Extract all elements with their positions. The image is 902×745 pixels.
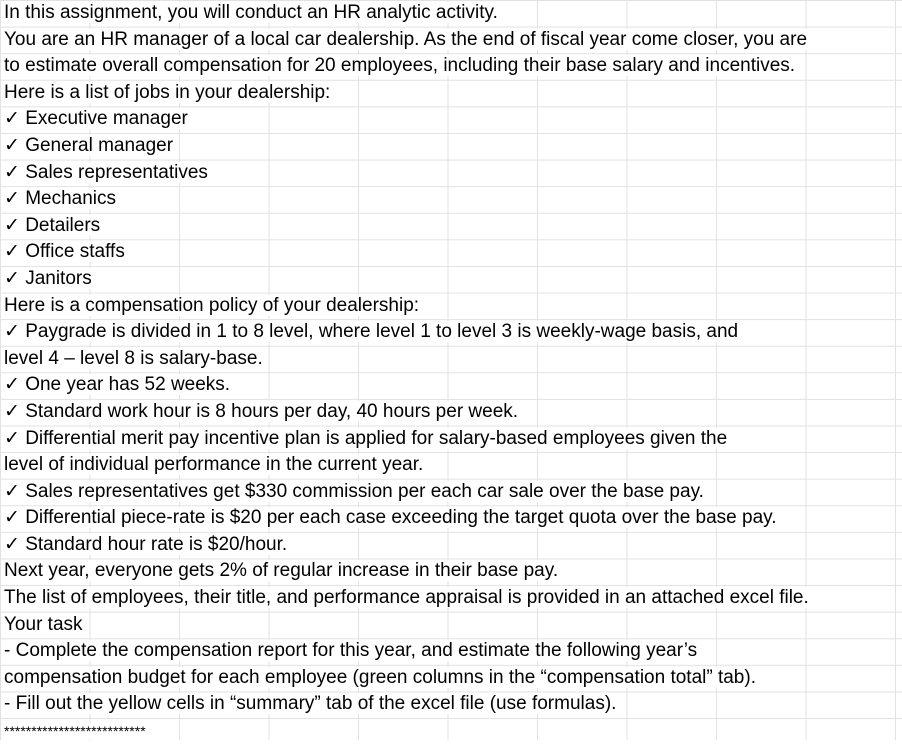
cell-row-18[interactable]: level of individual performance in the current year. — [4, 454, 424, 476]
cell-row-13[interactable]: ✓ Paygrade is divided in 1 to 8 level, where level 1 to level 3 is weekly-wage basis, and — [4, 321, 739, 343]
cell-row-20[interactable]: ✓ Differential piece-rate is $20 per each case exceeding the target quota over the base pay. — [4, 507, 777, 529]
cell-row-22[interactable]: Next year, everyone gets 2% of regular increase in their base pay. — [4, 560, 559, 582]
cell-row-8[interactable]: ✓ Mechanics — [4, 188, 117, 210]
cell-row-17[interactable]: ✓ Differential merit pay incentive plan is applied for salary-based employees given the — [4, 427, 728, 449]
cell-row-28[interactable]: ************************** — [4, 723, 146, 740]
cell-row-7[interactable]: ✓ Sales representatives — [4, 161, 208, 183]
cell-row-2[interactable]: You are an HR manager of a local car dealership. As the end of fiscal year come closer, you are — [4, 28, 808, 50]
cell-row-9[interactable]: ✓ Detailers — [4, 214, 101, 236]
cell-row-26[interactable]: compensation budget for each employee (green columns in the “compensation total” tab). — [4, 666, 756, 688]
cell-row-27[interactable]: - Fill out the yellow cells in “summary” tab of the excel file (use formulas). — [4, 693, 617, 715]
cell-row-5[interactable]: ✓ Executive manager — [4, 108, 188, 130]
cell-row-16[interactable]: ✓ Standard work hour is 8 hours per day, 40 hours per week. — [4, 400, 519, 422]
cell-row-15[interactable]: ✓ One year has 52 weeks. — [4, 374, 231, 396]
cell-row-14[interactable]: level 4 – level 8 is salary-base. — [4, 347, 263, 369]
cell-row-3[interactable]: to estimate overall compensation for 20 employees, including their base salary and incentives. — [4, 55, 796, 77]
cell-row-19[interactable]: ✓ Sales representatives get $330 commission per each car sale over the base pay. — [4, 480, 704, 502]
cell-row-1[interactable]: In this assignment, you will conduct an HR analytic activity. — [4, 2, 498, 23]
cell-row-12[interactable]: Here is a compensation policy of your dealership: — [4, 294, 420, 316]
cell-row-21[interactable]: ✓ Standard hour rate is $20/hour. — [4, 533, 288, 555]
cell-row-25[interactable]: - Complete the compensation report for this year, and estimate the following year’s — [4, 640, 698, 662]
cell-row-11[interactable]: ✓ Janitors — [4, 267, 92, 289]
cell-row-4[interactable]: Here is a list of jobs in your dealership: — [4, 81, 331, 103]
cell-row-24[interactable]: Your task — [4, 613, 83, 635]
cell-row-23[interactable]: The list of employees, their title, and performance appraisal is provided in an attached excel file. — [4, 587, 809, 609]
cell-row-10[interactable]: ✓ Office staffs — [4, 241, 125, 263]
cell-row-6[interactable]: ✓ General manager — [4, 134, 174, 156]
